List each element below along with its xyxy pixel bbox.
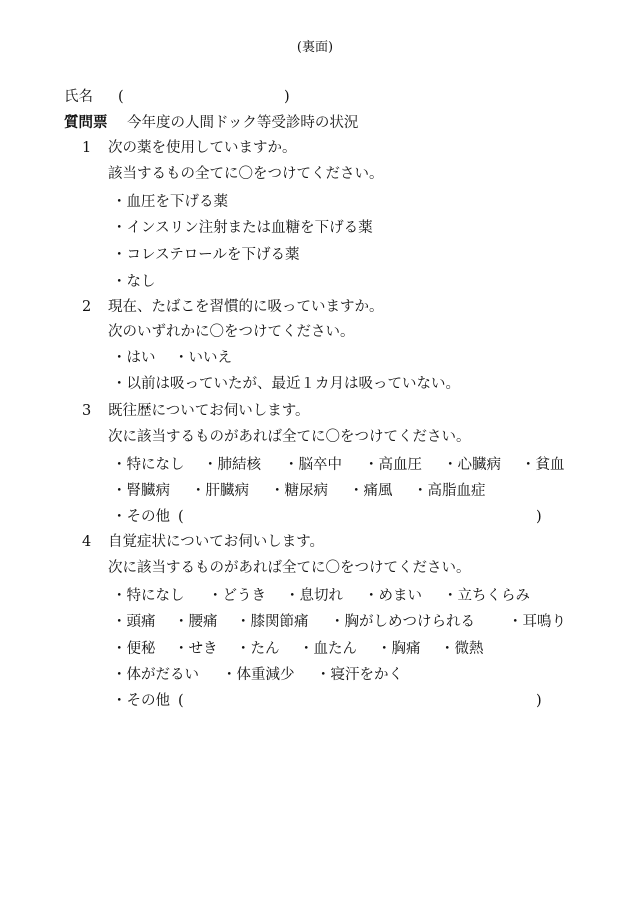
q4-option[interactable]: ・胸痛 [377,641,421,657]
q3-option[interactable]: ・特になし [112,457,185,473]
name-paren-open: ( [118,89,124,105]
q4-option[interactable]: ・めまい [364,588,422,604]
q1-number: 1 [82,140,92,156]
q4-other-label: ・その他 [112,693,170,709]
q4-option[interactable]: ・腰痛 [174,614,218,630]
q2-option[interactable]: ・はい [112,350,156,366]
q3-option[interactable]: ・心臓病 [443,457,501,473]
q3-instruction: 次に該当するものがあれば全てに〇をつけてください。 [108,429,471,445]
q1-instruction: 該当するもの全てに〇をつけてください。 [108,166,384,182]
q4-other-paren-open: ( [178,693,184,709]
q1-text: 次の薬を使用していますか。 [108,140,297,156]
q3-other-paren-open: ( [178,509,184,525]
q4-option[interactable]: ・膝関節痛 [236,614,309,630]
q4-option[interactable]: ・息切れ [285,588,343,604]
q4-option[interactable]: ・微熱 [440,641,484,657]
q4-option[interactable]: ・血たん [299,641,357,657]
q3-other-paren-close: ) [536,509,542,525]
q4-option[interactable]: ・体がだるい [112,667,199,683]
q4-text: 自覚症状についてお伺いします。 [108,534,325,550]
q3-option[interactable]: ・脳卒中 [284,457,342,473]
q1-option[interactable]: ・コレステロールを下げる薬 [112,247,300,263]
q4-option[interactable]: ・たん [236,641,280,657]
questionnaire-title: 質問票 [64,114,108,131]
q3-option[interactable]: ・高脂血症 [413,483,486,499]
q4-number: 4 [82,534,92,550]
page-side-label: (裏面) [296,40,334,55]
q3-other-label: ・その他 [112,509,170,525]
q4-option[interactable]: ・頭痛 [112,614,156,630]
q1-option[interactable]: ・血圧を下げる薬 [112,194,228,210]
q2-number: 2 [82,299,92,315]
q2-option[interactable]: ・いいえ [174,350,232,366]
q3-option[interactable]: ・高血圧 [364,457,422,473]
q4-option[interactable]: ・胸がしめつけられる [330,614,475,630]
q3-option[interactable]: ・糖尿病 [270,483,328,499]
q4-option[interactable]: ・寝汗をかく [316,667,403,683]
q3-number: 3 [82,403,92,419]
q3-text: 既往歴についてお伺いします。 [108,403,310,419]
q3-option[interactable]: ・肝臓病 [191,483,249,499]
name-label: 氏名 [64,89,93,105]
q4-instruction: 次に該当するものがあれば全てに〇をつけてください。 [108,560,471,576]
q4-option[interactable]: ・どうき [208,588,266,604]
q4-other-paren-close: ) [536,693,542,709]
q3-option[interactable]: ・貧血 [521,457,565,473]
q3-option[interactable]: ・腎臓病 [112,483,170,499]
q3-option[interactable]: ・痛風 [349,483,393,499]
q2-instruction: 次のいずれかに〇をつけてください。 [108,324,355,340]
q1-option[interactable]: ・なし [112,274,156,290]
q2-text: 現在、たばこを習慣的に吸っていますか。 [108,299,384,315]
q4-option[interactable]: ・特になし [112,588,185,604]
q1-option[interactable]: ・インスリン注射または血糖を下げる薬 [112,220,373,236]
q4-option[interactable]: ・耳鳴り [508,614,566,630]
q3-option[interactable]: ・肺結核 [203,457,261,473]
q4-option[interactable]: ・立ちくらみ [443,588,530,604]
q4-option[interactable]: ・便秘 [112,641,156,657]
q2-option[interactable]: ・以前は吸っていたが、最近１カ月は吸っていない。 [112,376,460,392]
q4-option[interactable]: ・体重減少 [222,667,295,683]
name-paren-close: ) [284,89,290,105]
questionnaire-subtitle: 今年度の人間ドック等受診時の状況 [127,115,359,131]
q4-option[interactable]: ・せき [174,641,218,657]
